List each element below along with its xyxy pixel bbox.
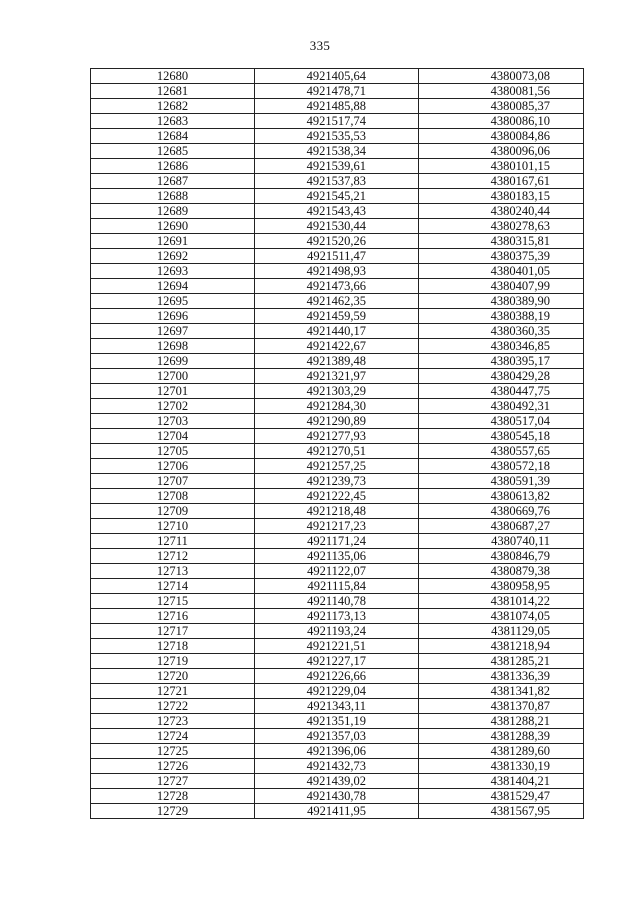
x-coordinate-cell: 4921432,73: [255, 759, 419, 774]
point-number-cell: 12729: [91, 804, 255, 819]
point-number-cell: 12680: [91, 69, 255, 84]
table-row: [91, 339, 584, 354]
point-number-cell: 12714: [91, 579, 255, 594]
x-coordinate-cell: 4921122,07: [255, 564, 419, 579]
y-coordinate-cell: 4381289,60: [419, 744, 584, 759]
point-number-cell: 12689: [91, 204, 255, 219]
point-number-cell: 12728: [91, 789, 255, 804]
point-number-cell: 12697: [91, 324, 255, 339]
table-row: [91, 579, 584, 594]
y-coordinate-cell: 4381567,95: [419, 804, 584, 819]
x-coordinate-cell: 4921171,24: [255, 534, 419, 549]
table-row: [91, 264, 584, 279]
table-row: [91, 84, 584, 99]
point-number-cell: 12719: [91, 654, 255, 669]
point-number-cell: 12718: [91, 639, 255, 654]
point-number-cell: 12684: [91, 129, 255, 144]
x-coordinate-cell: 4921517,74: [255, 114, 419, 129]
point-number-cell: 12704: [91, 429, 255, 444]
table-row: [91, 219, 584, 234]
y-coordinate-cell: 4380846,79: [419, 549, 584, 564]
x-coordinate-cell: 4921439,02: [255, 774, 419, 789]
table-row: [91, 774, 584, 789]
y-coordinate-cell: 4380572,18: [419, 459, 584, 474]
point-number-cell: 12723: [91, 714, 255, 729]
x-coordinate-cell: 4921430,78: [255, 789, 419, 804]
x-coordinate-cell: 4921321,97: [255, 369, 419, 384]
x-coordinate-cell: 4921303,29: [255, 384, 419, 399]
coordinates-table: [90, 68, 584, 819]
y-coordinate-cell: 4381288,21: [419, 714, 584, 729]
table-row: [91, 669, 584, 684]
point-number-cell: 12727: [91, 774, 255, 789]
table-row: [91, 654, 584, 669]
point-number-cell: 12701: [91, 384, 255, 399]
table-row: [91, 534, 584, 549]
y-coordinate-cell: 4381285,21: [419, 654, 584, 669]
y-coordinate-cell: 4380346,85: [419, 339, 584, 354]
point-number-cell: 12694: [91, 279, 255, 294]
y-coordinate-cell: 4380447,75: [419, 384, 584, 399]
x-coordinate-cell: 4921140,78: [255, 594, 419, 609]
y-coordinate-cell: 4380545,18: [419, 429, 584, 444]
y-coordinate-cell: 4380395,17: [419, 354, 584, 369]
y-coordinate-cell: 4381288,39: [419, 729, 584, 744]
point-number-cell: 12681: [91, 84, 255, 99]
x-coordinate-cell: 4921257,25: [255, 459, 419, 474]
y-coordinate-cell: 4381404,21: [419, 774, 584, 789]
x-coordinate-cell: 4921115,84: [255, 579, 419, 594]
table-row: [91, 444, 584, 459]
x-coordinate-cell: 4921193,24: [255, 624, 419, 639]
table-row: [91, 699, 584, 714]
table-row: [91, 684, 584, 699]
x-coordinate-cell: 4921227,17: [255, 654, 419, 669]
point-number-cell: 12726: [91, 759, 255, 774]
y-coordinate-cell: 4381330,19: [419, 759, 584, 774]
y-coordinate-cell: 4381014,22: [419, 594, 584, 609]
point-number-cell: 12720: [91, 669, 255, 684]
table-row: [91, 234, 584, 249]
point-number-cell: 12711: [91, 534, 255, 549]
point-number-cell: 12712: [91, 549, 255, 564]
point-number-cell: 12691: [91, 234, 255, 249]
point-number-cell: 12685: [91, 144, 255, 159]
point-number-cell: 12717: [91, 624, 255, 639]
table-row: [91, 309, 584, 324]
x-coordinate-cell: 4921537,83: [255, 174, 419, 189]
y-coordinate-cell: 4381074,05: [419, 609, 584, 624]
point-number-cell: 12687: [91, 174, 255, 189]
x-coordinate-cell: 4921357,03: [255, 729, 419, 744]
y-coordinate-cell: 4381529,47: [419, 789, 584, 804]
y-coordinate-cell: 4380557,65: [419, 444, 584, 459]
point-number-cell: 12692: [91, 249, 255, 264]
x-coordinate-cell: 4921478,71: [255, 84, 419, 99]
y-coordinate-cell: 4381129,05: [419, 624, 584, 639]
x-coordinate-cell: 4921222,45: [255, 489, 419, 504]
y-coordinate-cell: 4380278,63: [419, 219, 584, 234]
table-row: [91, 594, 584, 609]
point-number-cell: 12700: [91, 369, 255, 384]
table-row: [91, 189, 584, 204]
x-coordinate-cell: 4921277,93: [255, 429, 419, 444]
y-coordinate-cell: 4380081,56: [419, 84, 584, 99]
y-coordinate-cell: 4380429,28: [419, 369, 584, 384]
point-number-cell: 12705: [91, 444, 255, 459]
table-row: [91, 804, 584, 819]
table-row: [91, 729, 584, 744]
table-row: [91, 429, 584, 444]
x-coordinate-cell: 4921290,89: [255, 414, 419, 429]
table-row: [91, 564, 584, 579]
x-coordinate-cell: 4921538,34: [255, 144, 419, 159]
x-coordinate-cell: 4921226,66: [255, 669, 419, 684]
x-coordinate-cell: 4921405,64: [255, 69, 419, 84]
y-coordinate-cell: 4380389,90: [419, 294, 584, 309]
table-row: [91, 324, 584, 339]
table-row: [91, 639, 584, 654]
y-coordinate-cell: 4380669,76: [419, 504, 584, 519]
y-coordinate-cell: 4381370,87: [419, 699, 584, 714]
y-coordinate-cell: 4380101,15: [419, 159, 584, 174]
point-number-cell: 12686: [91, 159, 255, 174]
point-number-cell: 12688: [91, 189, 255, 204]
point-number-cell: 12702: [91, 399, 255, 414]
x-coordinate-cell: 4921239,73: [255, 474, 419, 489]
table-row: [91, 624, 584, 639]
table-row: [91, 354, 584, 369]
point-number-cell: 12682: [91, 99, 255, 114]
x-coordinate-cell: 4921535,53: [255, 129, 419, 144]
table-row: [91, 99, 584, 114]
table-row: [91, 609, 584, 624]
y-coordinate-cell: 4380167,61: [419, 174, 584, 189]
x-coordinate-cell: 4921270,51: [255, 444, 419, 459]
y-coordinate-cell: 4380407,99: [419, 279, 584, 294]
x-coordinate-cell: 4921396,06: [255, 744, 419, 759]
y-coordinate-cell: 4380315,81: [419, 234, 584, 249]
y-coordinate-cell: 4380492,31: [419, 399, 584, 414]
table-row: [91, 129, 584, 144]
x-coordinate-cell: 4921520,26: [255, 234, 419, 249]
x-coordinate-cell: 4921221,51: [255, 639, 419, 654]
point-number-cell: 12708: [91, 489, 255, 504]
table-row: [91, 159, 584, 174]
table-row: [91, 204, 584, 219]
x-coordinate-cell: 4921343,11: [255, 699, 419, 714]
point-number-cell: 12721: [91, 684, 255, 699]
y-coordinate-cell: 4380240,44: [419, 204, 584, 219]
point-number-cell: 12703: [91, 414, 255, 429]
x-coordinate-cell: 4921498,93: [255, 264, 419, 279]
y-coordinate-cell: 4380879,38: [419, 564, 584, 579]
x-coordinate-cell: 4921217,23: [255, 519, 419, 534]
y-coordinate-cell: 4380401,05: [419, 264, 584, 279]
point-number-cell: 12698: [91, 339, 255, 354]
table-row: [91, 549, 584, 564]
y-coordinate-cell: 4380360,35: [419, 324, 584, 339]
table-row: [91, 474, 584, 489]
x-coordinate-cell: 4921485,88: [255, 99, 419, 114]
table-row: [91, 399, 584, 414]
table-row: [91, 294, 584, 309]
table-row: [91, 114, 584, 129]
point-number-cell: 12696: [91, 309, 255, 324]
y-coordinate-cell: 4380073,08: [419, 69, 584, 84]
y-coordinate-cell: 4380086,10: [419, 114, 584, 129]
x-coordinate-cell: 4921351,19: [255, 714, 419, 729]
point-number-cell: 12715: [91, 594, 255, 609]
x-coordinate-cell: 4921389,48: [255, 354, 419, 369]
point-number-cell: 12695: [91, 294, 255, 309]
point-number-cell: 12699: [91, 354, 255, 369]
x-coordinate-cell: 4921539,61: [255, 159, 419, 174]
table-row: [91, 369, 584, 384]
y-coordinate-cell: 4380388,19: [419, 309, 584, 324]
x-coordinate-cell: 4921218,48: [255, 504, 419, 519]
y-coordinate-cell: 4381341,82: [419, 684, 584, 699]
x-coordinate-cell: 4921135,06: [255, 549, 419, 564]
table-row: [91, 279, 584, 294]
table-row: [91, 789, 584, 804]
x-coordinate-cell: 4921411,95: [255, 804, 419, 819]
x-coordinate-cell: 4921422,67: [255, 339, 419, 354]
table-row: [91, 69, 584, 84]
table-row: [91, 519, 584, 534]
x-coordinate-cell: 4921545,21: [255, 189, 419, 204]
y-coordinate-cell: 4380958,95: [419, 579, 584, 594]
x-coordinate-cell: 4921284,30: [255, 399, 419, 414]
y-coordinate-cell: 4380591,39: [419, 474, 584, 489]
point-number-cell: 12690: [91, 219, 255, 234]
table-row: [91, 174, 584, 189]
point-number-cell: 12722: [91, 699, 255, 714]
table-row: [91, 459, 584, 474]
point-number-cell: 12724: [91, 729, 255, 744]
x-coordinate-cell: 4921511,47: [255, 249, 419, 264]
table-row: [91, 759, 584, 774]
y-coordinate-cell: 4380613,82: [419, 489, 584, 504]
x-coordinate-cell: 4921473,66: [255, 279, 419, 294]
coordinates-table-body: [91, 69, 584, 819]
x-coordinate-cell: 4921462,35: [255, 294, 419, 309]
table-row: [91, 504, 584, 519]
y-coordinate-cell: 4380740,11: [419, 534, 584, 549]
point-number-cell: 12710: [91, 519, 255, 534]
point-number-cell: 12706: [91, 459, 255, 474]
x-coordinate-cell: 4921459,59: [255, 309, 419, 324]
y-coordinate-cell: 4380375,39: [419, 249, 584, 264]
y-coordinate-cell: 4381218,94: [419, 639, 584, 654]
point-number-cell: 12713: [91, 564, 255, 579]
table-row: [91, 384, 584, 399]
y-coordinate-cell: 4380096,06: [419, 144, 584, 159]
y-coordinate-cell: 4380687,27: [419, 519, 584, 534]
page-number: 335: [309, 38, 331, 53]
y-coordinate-cell: 4380085,37: [419, 99, 584, 114]
table-row: [91, 414, 584, 429]
point-number-cell: 12725: [91, 744, 255, 759]
x-coordinate-cell: 4921173,13: [255, 609, 419, 624]
table-row: [91, 249, 584, 264]
x-coordinate-cell: 4921543,43: [255, 204, 419, 219]
table-row: [91, 744, 584, 759]
point-number-cell: 12693: [91, 264, 255, 279]
y-coordinate-cell: 4380517,04: [419, 414, 584, 429]
table-row: [91, 144, 584, 159]
point-number-cell: 12709: [91, 504, 255, 519]
point-number-cell: 12707: [91, 474, 255, 489]
x-coordinate-cell: 4921440,17: [255, 324, 419, 339]
y-coordinate-cell: 4380183,15: [419, 189, 584, 204]
x-coordinate-cell: 4921229,04: [255, 684, 419, 699]
point-number-cell: 12716: [91, 609, 255, 624]
point-number-cell: 12683: [91, 114, 255, 129]
table-row: [91, 714, 584, 729]
y-coordinate-cell: 4381336,39: [419, 669, 584, 684]
table-row: [91, 489, 584, 504]
y-coordinate-cell: 4380084,86: [419, 129, 584, 144]
x-coordinate-cell: 4921530,44: [255, 219, 419, 234]
